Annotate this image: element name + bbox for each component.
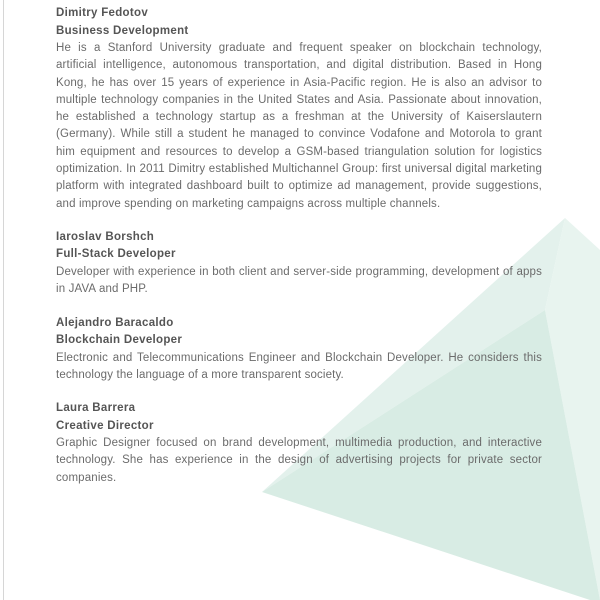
member-name: Laura Barrera (56, 402, 136, 415)
member-role: Business Development (56, 24, 189, 37)
team-member (56, 229, 542, 299)
team-member (56, 315, 542, 385)
member-role: Full-Stack Developer (56, 248, 176, 261)
member-bio: Graphic Designer focused on brand development, multimedia production, and interactive technology. She has experience in the design of advertising projects for private sector companies. (56, 437, 542, 484)
member-bio: Developer with experience in both client and server-side programming, development of apps in JAVA and PHP. (56, 265, 542, 296)
member-role: Blockchain Developer (56, 334, 183, 347)
team-section (56, 5, 542, 503)
team-member (56, 400, 542, 487)
member-bio: Electronic and Telecommunications Engineer and Blockchain Developer. He considers this technology the language of a more transparent society. (56, 351, 542, 381)
member-role: Creative Director (56, 419, 154, 432)
member-name: Alejandro Baracaldo (56, 316, 174, 329)
member-bio: He is a Stanford University graduate and frequent speaker on blockchain technology, artificial intelligence, autonomous transportation, and digital distribution. Based in Hong Kong, he has over 15 years of experience in Asia-Pacific region. He is also an advisor to multiple technology companies in the United States and Asia. Passionate about innovation, he established a technology startup as a freshman at the University of Kaiserslautern (Germany). While still a student he managed to convince Vodafone and Motorola to grant him equipment and resources to develop a GSM-based triangulation solution for logistics optimization. In 2011 Dimitry established Multichannel Group: first universal digital marketing platform with integrated dashboard built to optimize ad management, provide suggestions, and improve spending on marketing campaigns across multiple channels. (56, 42, 542, 210)
team-member (56, 5, 542, 213)
member-name: Iaroslav Borshch (56, 230, 155, 243)
member-name: Dimitry Fedotov (56, 7, 149, 19)
